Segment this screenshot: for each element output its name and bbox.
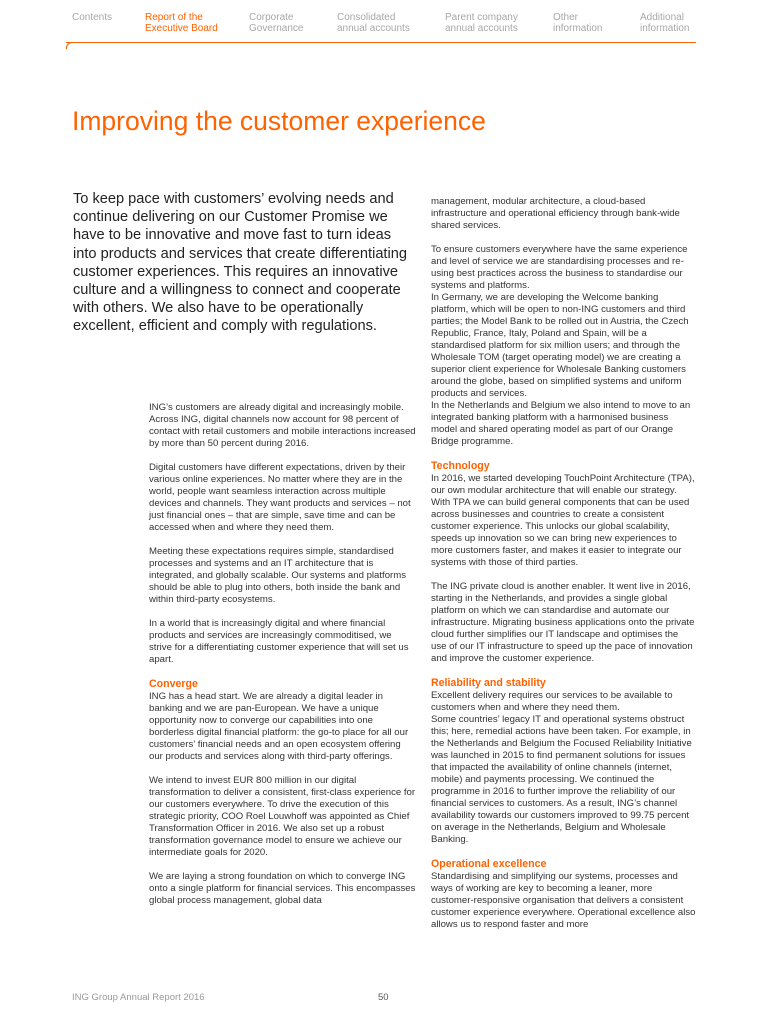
nav-item-label: annual accounts	[445, 23, 518, 34]
nav-divider	[66, 42, 696, 43]
body-paragraph: Some countries’ legacy IT and operational systems obstruct this; here, remedial actions have been taken. For example, in the Netherlands and Belgium the Focused Reliability Initiative was launched in 2015 to find permanent solutions for issues that impacted the availability of online channels (internet, mobile) and payments processing. We continued the programme in 2016 to further improve the reliability of our financial services to customers. As a result, ING’s channel availability towards our customers improved to 99.75 percent on average in the Netherlands, Belgium and Wholesale Banking.	[431, 714, 692, 845]
nav-item-label: information	[640, 23, 690, 34]
right-text-column	[431, 196, 696, 931]
nav-item-label: Corporate	[249, 12, 294, 23]
left-text-column	[149, 402, 417, 907]
body-paragraph: Meeting these expectations requires simple, standardised processes and systems and an IT architecture that is integrated, and globally scalable. Our systems and platforms should be able to plug into others, both inside the bank and within third-party ecosystems.	[149, 546, 407, 605]
nav-item-label: annual accounts	[337, 23, 410, 34]
nav-item-report-executive-board[interactable]	[145, 12, 218, 34]
body-paragraph: Standardising and simplifying our systems, processes and ways of working are key to becoming a leaner, more customer-responsive organisation that delivers a consistent customer experience everywhere. Operational excellence also allows us to respond faster and more	[431, 871, 696, 930]
nav-item-label: Other	[553, 12, 579, 23]
body-paragraph: In Germany, we are developing the Welcome banking platform, which will be open to non-ING customers and third parties; the Model Bank to be rolled out in Austria, the Czech Republic, France, Italy, Poland and Spain, will be a standardised platform for six million users; and through the Wholesale TOM (target operating model) we are creating a superior client experience for Wholesale Banking customers around the globe, based on simplified systems and uniform products and services.	[431, 292, 689, 399]
intro-paragraph: To keep pace with customers’ evolving needs and continue delivering on our Customer Promise we have to be innovative and move fast to turn ideas into products and services that create differentiating customer experiences. This requires an innovative culture and a willingness to connect and cooperate with others. We also have to be operationally excellent, efficient and comply with regulations.	[73, 191, 407, 335]
nav-item-label: Contents	[72, 12, 113, 23]
body-paragraph: The ING private cloud is another enabler. It went live in 2016, starting in the Netherlands, and provides a single global platform on which we can standardise and automate our infrastructure. Migrating business applications onto the private cloud further simplifies our IT landscape and optimises the use of our IT infrastructure to speed up the pace of innovation and improve the customer experience.	[431, 581, 695, 664]
nav-item-parent-company-accounts[interactable]	[445, 12, 518, 34]
nav-divider-corner	[66, 42, 73, 49]
footer-report-name: ING Group Annual Report 2016	[72, 992, 205, 1003]
section-heading-technology: Technology	[431, 460, 490, 472]
nav-item-other-information[interactable]	[553, 12, 602, 34]
body-paragraph: We are laying a strong foundation on which to converge ING onto a single platform for financial services. This encompasses global process management, global data	[149, 871, 416, 906]
body-paragraph: In a world that is increasingly digital and where financial products and services are increasingly commoditised, we strive for a differentiating customer experience that will set us apart.	[149, 618, 409, 665]
body-paragraph: management, modular architecture, a cloud-based infrastructure and operational efficiency through bank-wide shared services.	[431, 196, 680, 231]
body-paragraph: Excellent delivery requires our services to be available to customers when and where they need them.	[431, 690, 673, 713]
nav-item-label: Governance	[249, 23, 304, 34]
body-paragraph: In 2016, we started developing TouchPoint Architecture (TPA), our own modular architecture that will enable our strategy. With TPA we can build general components that can be used across businesses and countries to create a consistent customer experience. This unlocks our global scalability, speeds up innovation so we can bring new experiences to more customers faster, and makes it easier to integrate our systems with those of third parties.	[431, 473, 695, 568]
nav-item-consolidated-accounts[interactable]	[337, 12, 410, 34]
nav-item-label: Additional	[640, 12, 684, 23]
body-paragraph: We intend to invest EUR 800 million in our digital transformation to deliver a consistent, first-class experience for our customers everywhere. To drive the execution of this strategic priority, COO Roel Louwhoff was appointed as Chief Transformation Officer in 2016. We also set up a robust transformation governance model to ensure we achieve our intermediate goals for 2020.	[149, 775, 416, 858]
nav-item-corporate-governance[interactable]	[249, 12, 303, 34]
nav-item-label: Executive Board	[145, 23, 218, 34]
body-paragraph: ING has a head start. We are already a digital leader in banking and we are pan-European. We have a unique opportunity now to converge our capabilities into one borderless digital financial platform: the go-to place for all our customers’ financial needs and an open ecosystem offering our products and services along with third-party offerings.	[149, 691, 409, 762]
nav-item-label: Consolidated	[337, 12, 396, 23]
footer-page-number: 50	[378, 992, 389, 1003]
body-paragraph: To ensure customers everywhere have the same experience and level of service we are standardising processes and re-using best practices across the business to standardise our systems and platforms.	[431, 244, 688, 291]
section-heading-operational-excellence: Operational excellence	[431, 858, 547, 870]
nav-item-additional-information[interactable]	[640, 12, 689, 34]
section-heading-reliability: Reliability and stability	[431, 677, 546, 689]
nav-item-contents[interactable]	[72, 12, 112, 23]
body-paragraph: Digital customers have different expectations, driven by their various online experiences. No matter where they are in the world, people want seamless interaction across multiple devices and channels. They want products and services – not just financial ones – that are simple, save time and can be accessed when and where they need them.	[149, 462, 411, 533]
body-paragraph: In the Netherlands and Belgium we also intend to move to an integrated banking platform with a harmonised business model and shared operating model as part of our Orange Bridge programme.	[431, 400, 691, 447]
nav-item-label: information	[553, 23, 603, 34]
body-paragraph: ING’s customers are already digital and increasingly mobile. Across ING, digital channels now account for 98 percent of contact with retail customers and mobile interactions increased by more than 50 percent during 2016.	[149, 402, 416, 449]
section-heading-converge: Converge	[149, 678, 198, 690]
nav-item-label: Parent company	[445, 12, 518, 23]
nav-item-label: Report of the	[145, 12, 203, 23]
page-title: Improving the customer experience	[72, 106, 486, 136]
